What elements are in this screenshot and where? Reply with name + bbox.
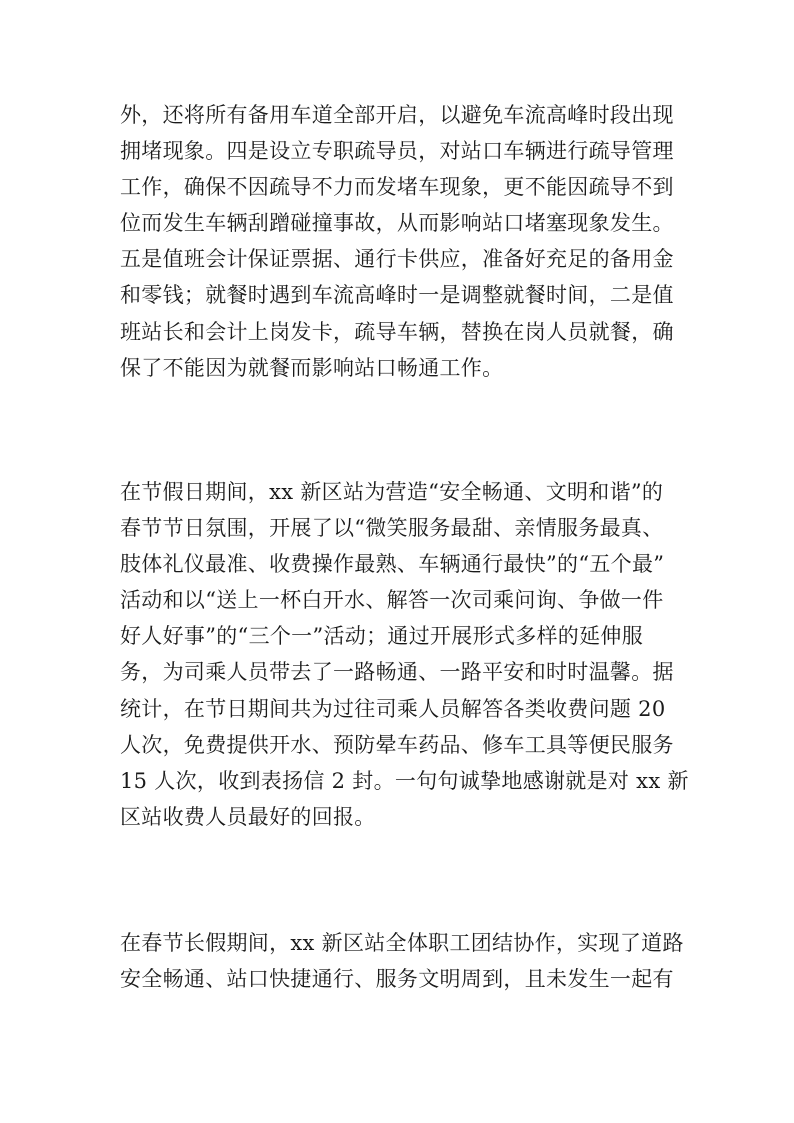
text-line: 在春节长假期间，xx 新区站全体职工团结协作，实现了道路 [120, 931, 684, 955]
text-line: 好人好事”的“三个一”活动；通过开展形式多样的延伸服 [120, 624, 644, 649]
text-line: 班站长和会计上岗发卡，疏导车辆，替换在岗人员就餐，确 [120, 319, 674, 344]
text-line: 区站收费人员最好的回报。 [120, 804, 376, 829]
text-line: 肢体礼仪最准、收费操作最熟、车辆通行最快”的“五个最” [120, 552, 665, 577]
text-line: 外，还将所有备用车道全部开启，以避免车流高峰时段出现 [120, 103, 674, 127]
text-line: 和零钱；就餐时遇到车流高峰时一是调整就餐时间，二是值 [120, 283, 674, 308]
text-line: 人次，免费提供开水、预防晕车药品、修车工具等便民服务 [120, 732, 674, 757]
text-line: 拥堵现象。四是设立专职疏导员，对站口车辆进行疏导管理 [120, 139, 674, 164]
text-line: 工作，确保不因疏导不力而发堵车现象，更不能因疏导不到 [120, 175, 674, 200]
paragraph-1 [120, 97, 690, 386]
text-line: 春节节日氛围，开展了以“微笑服务最甜、亲情服务最真、 [120, 516, 664, 541]
text-line: 15 人次，收到表扬信 2 封。一句句诚挚地感谢就是对 xx 新 [120, 768, 689, 793]
text-line: 活动和以“送上一杯白开水、解答一次司乘问询、争做一件 [120, 588, 664, 613]
text-line: 位而发生车辆刮蹭碰撞事故，从而影响站口堵塞现象发生。 [120, 211, 674, 236]
text-line: 统计，在节日期间共为过往司乘人员解答各类收费问题 20 [120, 696, 666, 721]
text-line: 在节假日期间，xx 新区站为营造“安全畅通、文明和谐”的 [120, 480, 664, 504]
text-line: 保了不能因为就餐而影响站口畅通工作。 [120, 355, 504, 380]
text-line: 五是值班会计保证票据、通行卡供应，准备好充足的备用金 [120, 247, 674, 272]
paragraph-3 [120, 925, 690, 997]
text-line: 安全畅通、站口快捷通行、服务文明周到，且未发生一起有 [120, 967, 674, 992]
paragraph-2 [120, 474, 690, 835]
text-line: 务，为司乘人员带去了一路畅通、一路平安和时时温馨。据 [120, 660, 674, 685]
